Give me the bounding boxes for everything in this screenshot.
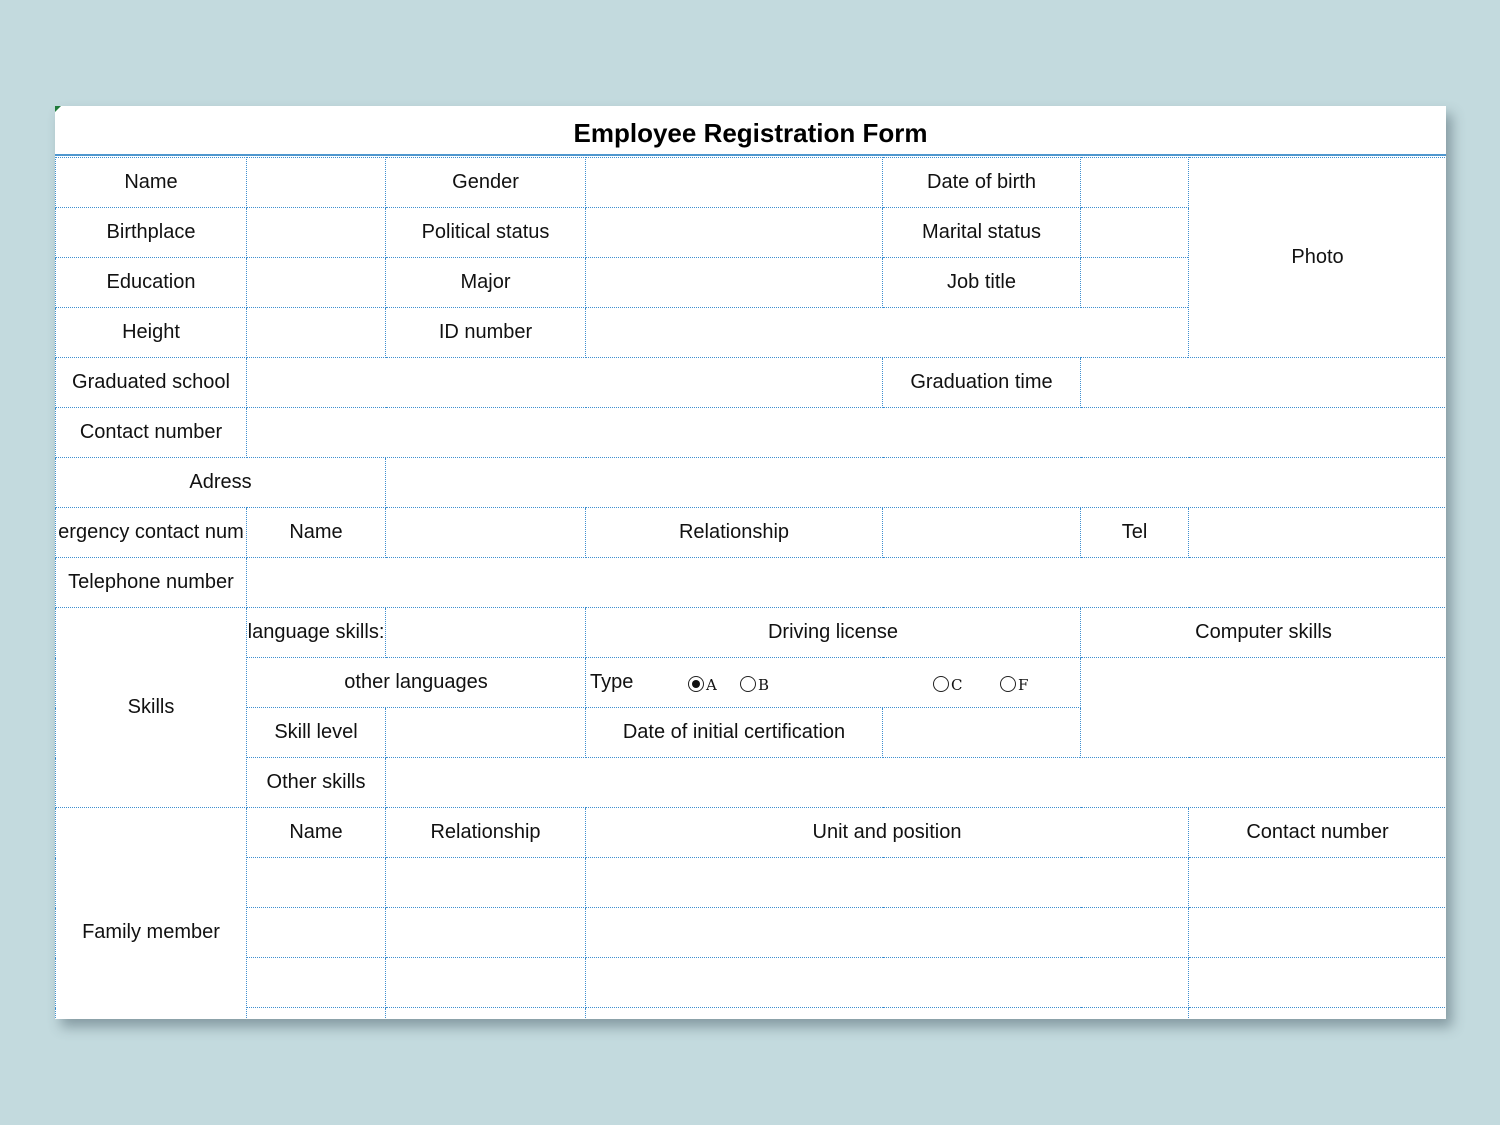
family-name-cell[interactable] — [247, 908, 386, 958]
family-relationship-cell[interactable] — [386, 1008, 586, 1020]
label-family-relationship: Relationship — [386, 808, 586, 858]
radio-empty-icon — [1000, 676, 1016, 692]
label-driving-license: Driving license — [586, 608, 1081, 658]
spreadsheet-sheet — [55, 106, 1446, 1019]
input-contact-number[interactable] — [247, 408, 1447, 458]
label-gender: Gender — [386, 158, 586, 208]
input-graduated-school[interactable] — [247, 358, 883, 408]
input-emergency-tel[interactable] — [1189, 508, 1447, 558]
table-row — [56, 158, 1447, 208]
license-type-a-radio[interactable] — [688, 673, 717, 696]
label-education: Education — [56, 258, 247, 308]
label-id-number: ID number — [386, 308, 586, 358]
family-relationship-cell[interactable] — [386, 908, 586, 958]
license-type-c-label: C — [951, 676, 963, 694]
input-emergency-name[interactable] — [386, 508, 586, 558]
label-family-member: Family member — [56, 808, 247, 1020]
family-unit-cell[interactable] — [586, 958, 1189, 1008]
label-major: Major — [386, 258, 586, 308]
radio-empty-icon — [740, 676, 756, 692]
label-emergency-tel: Tel — [1081, 508, 1189, 558]
input-major[interactable] — [586, 258, 883, 308]
input-birthplace[interactable] — [247, 208, 386, 258]
input-job-title[interactable] — [1081, 258, 1189, 308]
registration-grid — [55, 157, 1446, 1019]
license-type-a-label: A — [706, 676, 717, 694]
family-contact-cell[interactable] — [1189, 858, 1447, 908]
label-type: Type — [590, 671, 634, 693]
label-family-name: Name — [247, 808, 386, 858]
photo-label: Photo — [1291, 246, 1344, 268]
label-graduated-school: Graduated school — [56, 358, 247, 408]
table-row — [56, 958, 1447, 1008]
table-row — [56, 358, 1447, 408]
label-height: Height — [56, 308, 247, 358]
input-telephone-number[interactable] — [247, 558, 1447, 608]
input-emergency-relationship[interactable] — [883, 508, 1081, 558]
table-row — [56, 808, 1447, 858]
family-unit-cell[interactable] — [586, 1008, 1189, 1020]
label-emergency-name: Name — [247, 508, 386, 558]
radio-empty-icon — [933, 676, 949, 692]
input-skill-level[interactable] — [386, 708, 586, 758]
label-graduation-time: Graduation time — [883, 358, 1081, 408]
input-date-initial-certification[interactable] — [883, 708, 1081, 758]
input-graduation-time[interactable] — [1081, 358, 1447, 408]
table-row — [56, 858, 1447, 908]
form-title: Employee Registration Form — [55, 106, 1446, 156]
family-name-cell[interactable] — [247, 858, 386, 908]
input-date-of-birth[interactable] — [1081, 158, 1189, 208]
label-family-contact-number: Contact number — [1189, 808, 1447, 858]
input-gender[interactable] — [586, 158, 883, 208]
label-other-skills: Other skills — [247, 758, 386, 808]
photo-area[interactable] — [1189, 158, 1447, 358]
family-unit-cell[interactable] — [586, 908, 1189, 958]
table-row — [56, 1008, 1447, 1020]
label-job-title: Job title — [883, 258, 1081, 308]
family-contact-cell[interactable] — [1189, 1008, 1447, 1020]
label-date-of-birth: Date of birth — [883, 158, 1081, 208]
table-row — [56, 558, 1447, 608]
label-political-status: Political status — [386, 208, 586, 258]
input-political-status[interactable] — [586, 208, 883, 258]
input-marital-status[interactable] — [1081, 208, 1189, 258]
table-row — [56, 758, 1447, 808]
license-type-b-label: B — [758, 676, 770, 694]
input-address[interactable] — [386, 458, 1447, 508]
label-address: Adress — [56, 458, 386, 508]
label-language-skills: language skills: — [247, 608, 386, 658]
table-row — [56, 408, 1447, 458]
family-contact-cell[interactable] — [1189, 908, 1447, 958]
family-relationship-cell[interactable] — [386, 958, 586, 1008]
label-birthplace: Birthplace — [56, 208, 247, 258]
table-row — [56, 608, 1447, 658]
license-type-c-radio[interactable] — [933, 673, 962, 696]
input-height[interactable] — [247, 308, 386, 358]
license-type-b-radio[interactable] — [740, 673, 769, 696]
input-id-number[interactable] — [586, 308, 1189, 358]
license-type-f-radio[interactable] — [1000, 673, 1028, 696]
label-contact-number: Contact number — [56, 408, 247, 458]
label-emergency-relationship: Relationship — [586, 508, 883, 558]
label-skill-level: Skill level — [247, 708, 386, 758]
input-name[interactable] — [247, 158, 386, 208]
label-unit-and-position: Unit and position — [586, 808, 1189, 858]
label-date-initial-certification: Date of initial certification — [586, 708, 883, 758]
license-type-f-label: F — [1018, 676, 1029, 694]
radio-selected-icon — [688, 676, 704, 692]
label-telephone-number: Telephone number — [56, 558, 247, 608]
label-other-languages: other languages — [247, 658, 586, 708]
label-computer-skills: Computer skills — [1081, 608, 1447, 658]
table-row — [56, 908, 1447, 958]
license-type-cell — [586, 658, 1081, 708]
input-language-skills[interactable] — [386, 608, 586, 658]
family-unit-cell[interactable] — [586, 858, 1189, 908]
family-name-cell[interactable] — [247, 1008, 386, 1020]
label-name: Name — [56, 158, 247, 208]
input-other-skills[interactable] — [386, 758, 1447, 808]
input-education[interactable] — [247, 258, 386, 308]
family-name-cell[interactable] — [247, 958, 386, 1008]
table-row — [56, 458, 1447, 508]
input-computer-skills[interactable] — [1081, 658, 1447, 758]
table-row — [56, 658, 1447, 708]
label-marital-status: Marital status — [883, 208, 1081, 258]
label-skills: Skills — [56, 608, 247, 808]
family-contact-cell[interactable] — [1189, 958, 1447, 1008]
family-relationship-cell[interactable] — [386, 858, 586, 908]
label-emergency-contact: ergency contact num — [56, 508, 247, 558]
table-row — [56, 508, 1447, 558]
